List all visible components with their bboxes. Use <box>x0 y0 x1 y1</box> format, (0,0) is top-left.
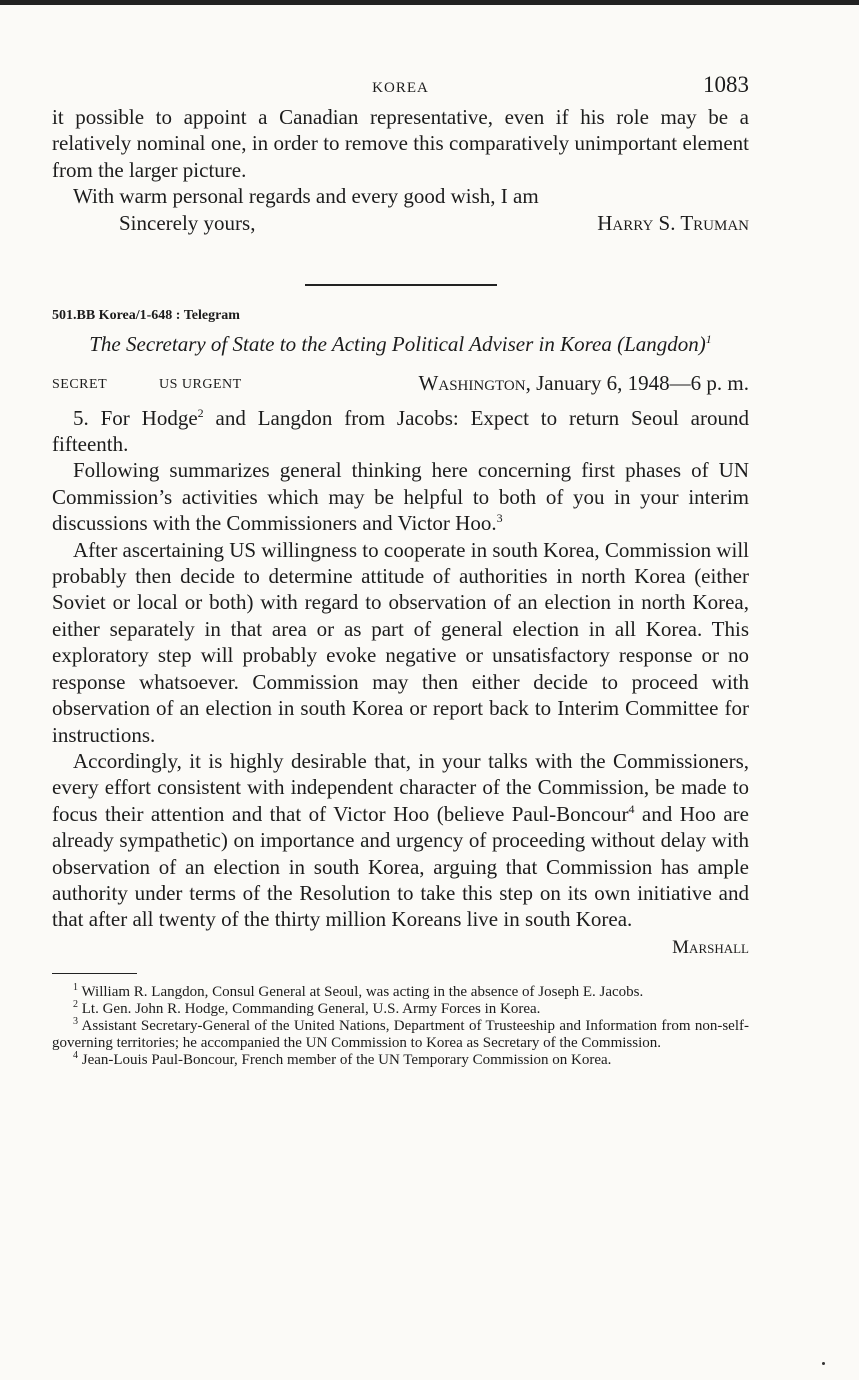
complimentary-close: Sincerely yours, <box>119 210 256 235</box>
dateline <box>419 371 749 396</box>
footnote-4 <box>52 1052 749 1069</box>
footnote-4-text: Jean-Louis Paul-Boncour, French member of the UN Temporary Commission on Korea. <box>81 1052 612 1069</box>
footnote-3 <box>52 1018 749 1052</box>
paragraph-1-text-b: and Langdon from Jacobs: Expect to return Seoul around fifteenth. <box>52 405 749 457</box>
document-title-text: The Secretary of State to the Acting Political Adviser in Korea (Langdon) <box>89 331 706 356</box>
footnote-4-mark: 4 <box>73 1050 78 1062</box>
footnote-1-text: William R. Langdon, Consul General at Seoul, was acting in the absence of Joseph E. Jacobs. <box>81 984 644 1001</box>
footnote-ref-1: 1 <box>705 331 712 346</box>
dateline-date: January 6, 1948—6 p. m. <box>536 370 749 395</box>
page-top-edge <box>0 0 859 5</box>
footnote-2 <box>52 1001 749 1018</box>
paragraph-2-text: Following summarizes general thinking here concerning first phases of UN Commission’s activities which may be helpful to both of you in your interim discussions with the Commissioners and Victor Hoo. <box>52 458 749 536</box>
footnote-ref-2: 2 <box>197 405 204 420</box>
footnotes <box>52 984 749 1069</box>
document-title <box>52 332 749 357</box>
paragraph-4-text-b: and Hoo are already sympathetic) on importance and urgency of proceeding without delay with observation of an election in south Korea, arguing that Commission has ample authority under terms of the Resolution to take this step on its own initiative and that after all twenty of the thirty million Koreans live in south Korea. <box>52 801 749 932</box>
scan-speck <box>822 1362 825 1365</box>
document-reference: 501.BB Korea/1-648 : Telegram <box>52 307 240 323</box>
paragraph-1-text-a: 5. For Hodge <box>73 405 198 430</box>
paragraph-3: After ascertaining US willingness to cooperate in south Korea, Commission will probably then decide to determine attitude of authorities in north Korea (either Soviet or local or both) with regard to observation of an election in north Korea, either separately in that area or as part of general election in all Korea. This exploratory step will probably evoke negative or unsatisfactory response or no response whatsoever. Commission may then either decide to proceed with observation of an election in south Korea or report back to Interim Committee for instructions. <box>52 537 749 747</box>
footnote-1-mark: 1 <box>73 982 78 994</box>
letter-closing: With warm personal regards and every good wish, I am <box>73 184 539 209</box>
footnote-divider <box>52 973 137 975</box>
footnote-1 <box>52 984 749 1001</box>
letter-signature-row <box>52 210 749 238</box>
telegram-signature: Marshall <box>672 936 749 958</box>
section-divider <box>305 284 497 286</box>
letter-signature: Harry S. Truman <box>597 210 749 235</box>
running-head: KOREA <box>372 80 429 96</box>
footnote-ref-4: 4 <box>628 801 635 816</box>
paragraph-1 <box>52 405 749 458</box>
letter-continuation: it possible to appoint a Canadian representative, even if his role may be a relatively nominal one, in order to remove this comparatively unimportant element from the larger picture. <box>52 105 749 182</box>
paragraph-4 <box>52 748 749 933</box>
priority-label: US URGENT <box>159 376 242 392</box>
footnote-2-mark: 2 <box>73 999 78 1011</box>
footnote-3-text: Assistant Secretary-General of the United Nations, Department of Trusteeship and Information from non-self-governing territories; he accompanied the UN Commission to Korea as Secretary of the Commission. <box>52 1018 749 1052</box>
document-page <box>52 70 749 1069</box>
paragraph-4-text-a: Accordingly, it is highly desirable that, in your talks with the Commissioners, every effort consistent with independent character of the Commission, be made to focus their attention and that of Victor Hoo (believe Paul-Boncour <box>52 748 749 826</box>
classification-label: SECRET <box>52 376 108 392</box>
footnote-2-text: Lt. Gen. John R. Hodge, Commanding General, U.S. Army Forces in Korea. <box>81 1001 541 1018</box>
classification-row <box>52 371 749 397</box>
page-number: 1083 <box>703 72 749 97</box>
telegram-body <box>52 405 749 933</box>
paragraph-2 <box>52 457 749 536</box>
footnote-ref-3: 3 <box>496 511 503 526</box>
page-header <box>52 70 749 104</box>
dateline-place: Washington, <box>418 370 531 395</box>
footnote-3-mark: 3 <box>73 1016 78 1028</box>
